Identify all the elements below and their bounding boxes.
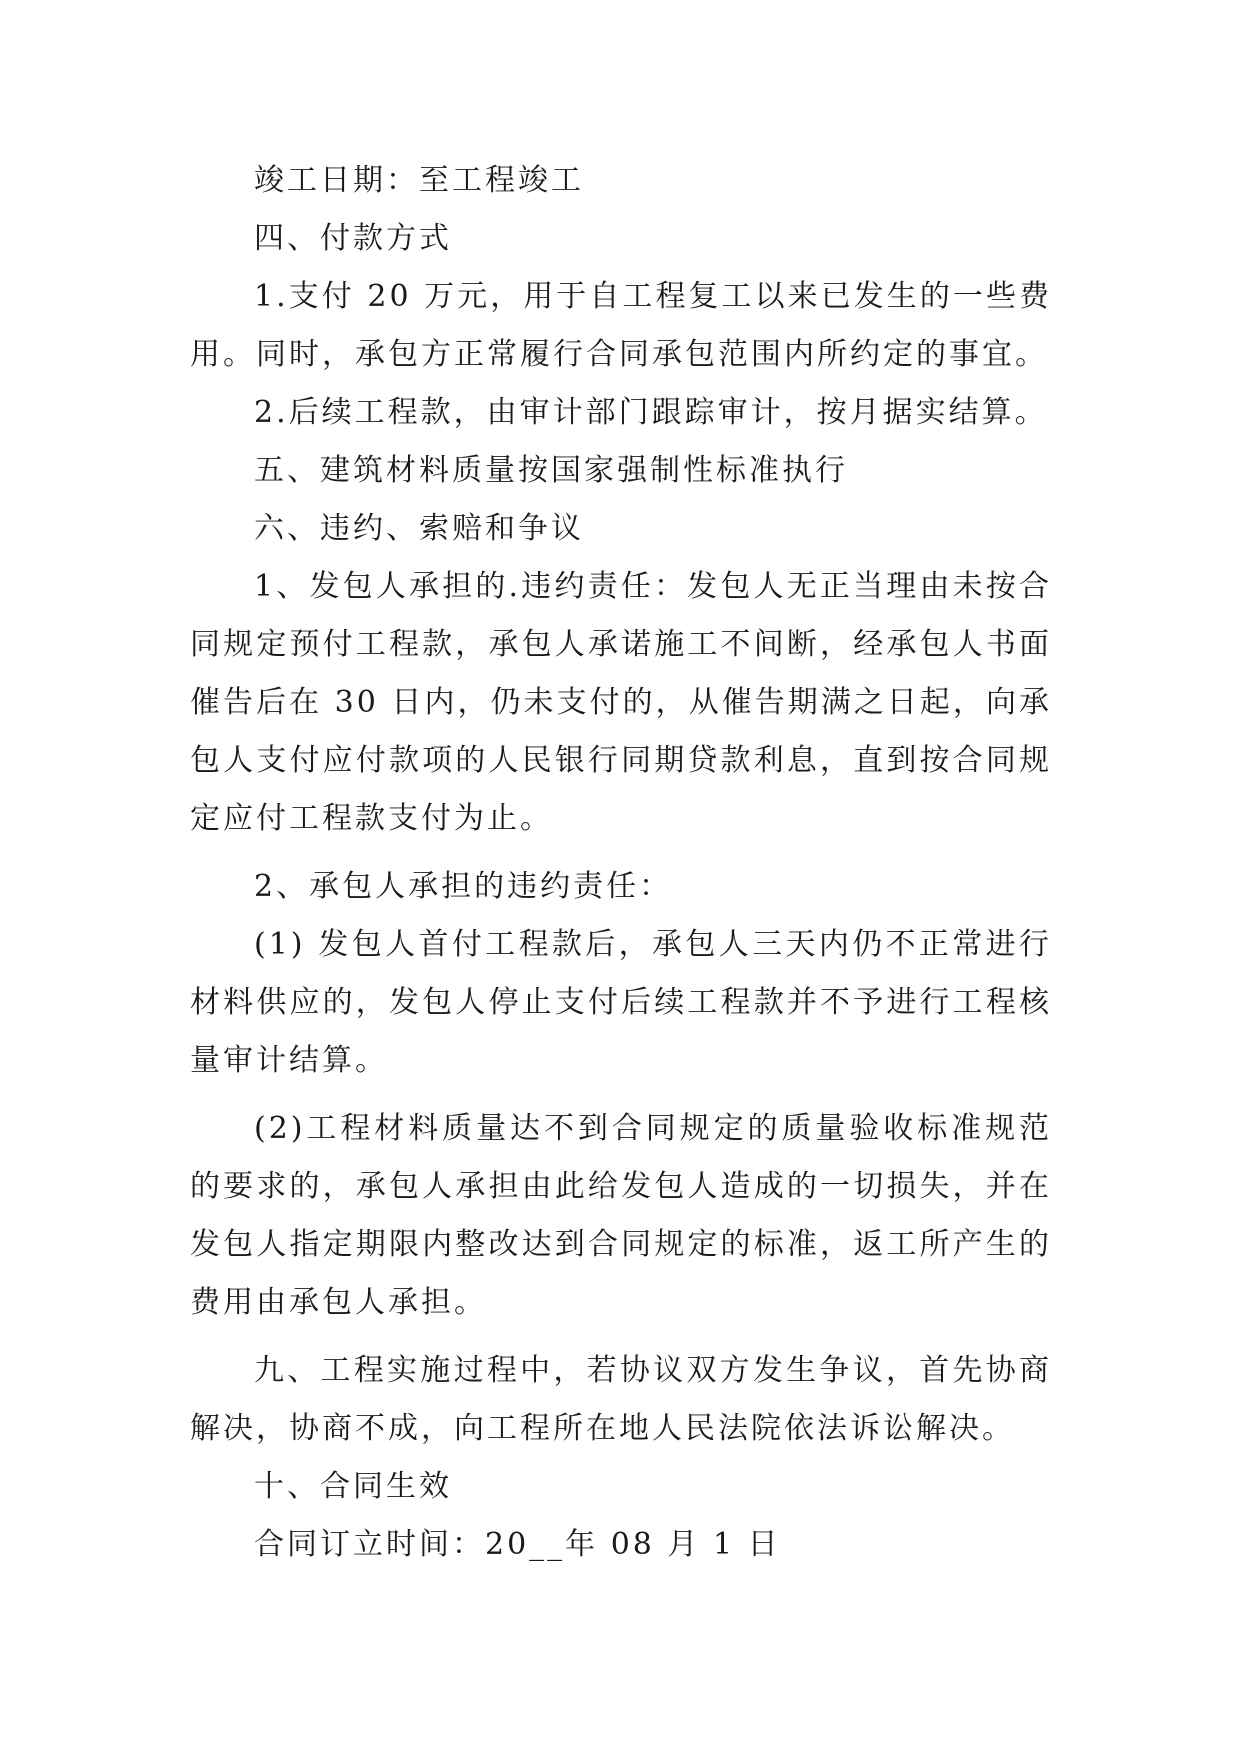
section-9-dispute-clause: 九、工程实施过程中，若协议双方发生争议，首先协商解决，协商不成，向工程所在地人民法院依法诉讼解决。 xyxy=(190,1353,1052,1446)
contractor-liability-item-2: (2)工程材料质量达不到合同规定的质量验收标准规范的要求的，承包人承担由此给发包人造成的一切损失，并在发包人指定期限内整改达到合同规定的标准，返工所产生的费用由承包人承担。 xyxy=(190,1111,1052,1320)
section-5-heading: 五、建筑材料质量按国家强制性标准执行 xyxy=(254,453,848,488)
section-10-heading: 十、合同生效 xyxy=(254,1469,452,1504)
section-4-heading: 四、付款方式 xyxy=(254,221,452,256)
section-6-heading: 六、违约、索赔和争议 xyxy=(254,511,584,546)
employer-liability-clause: 1、发包人承担的.违约责任：发包人无正当理由未按合同规定预付工程款，承包人承诺施工不间断，经承包人书面催告后在 30 日内，仍未支付的，从催告期满之日起，向承包人支付应付款项的人民银行同期贷款利息，直到按合同规定应付工程款支付为止。 xyxy=(190,569,1052,836)
contractor-liability-item-1: (1) 发包人首付工程款后，承包人三天内仍不正常进行材料供应的，发包人停止支付后续工程款并不予进行工程核量审计结算。 xyxy=(190,927,1052,1078)
contract-date-line: 合同订立时间：20__年 08 月 1 日 xyxy=(254,1527,781,1562)
document-body xyxy=(190,152,1052,1574)
contractor-liability-heading: 2、承包人承担的违约责任： xyxy=(254,869,673,904)
payment-clause-1: 1.支付 20 万元，用于自工程复工以来已发生的一些费用。同时，承包方正常履行合同承包范围内所约定的事宜。 xyxy=(190,279,1052,372)
payment-clause-2: 2.后续工程款，由审计部门跟踪审计，按月据实结算。 xyxy=(254,395,1048,430)
completion-date-line: 竣工日期：至工程竣工 xyxy=(254,163,584,198)
